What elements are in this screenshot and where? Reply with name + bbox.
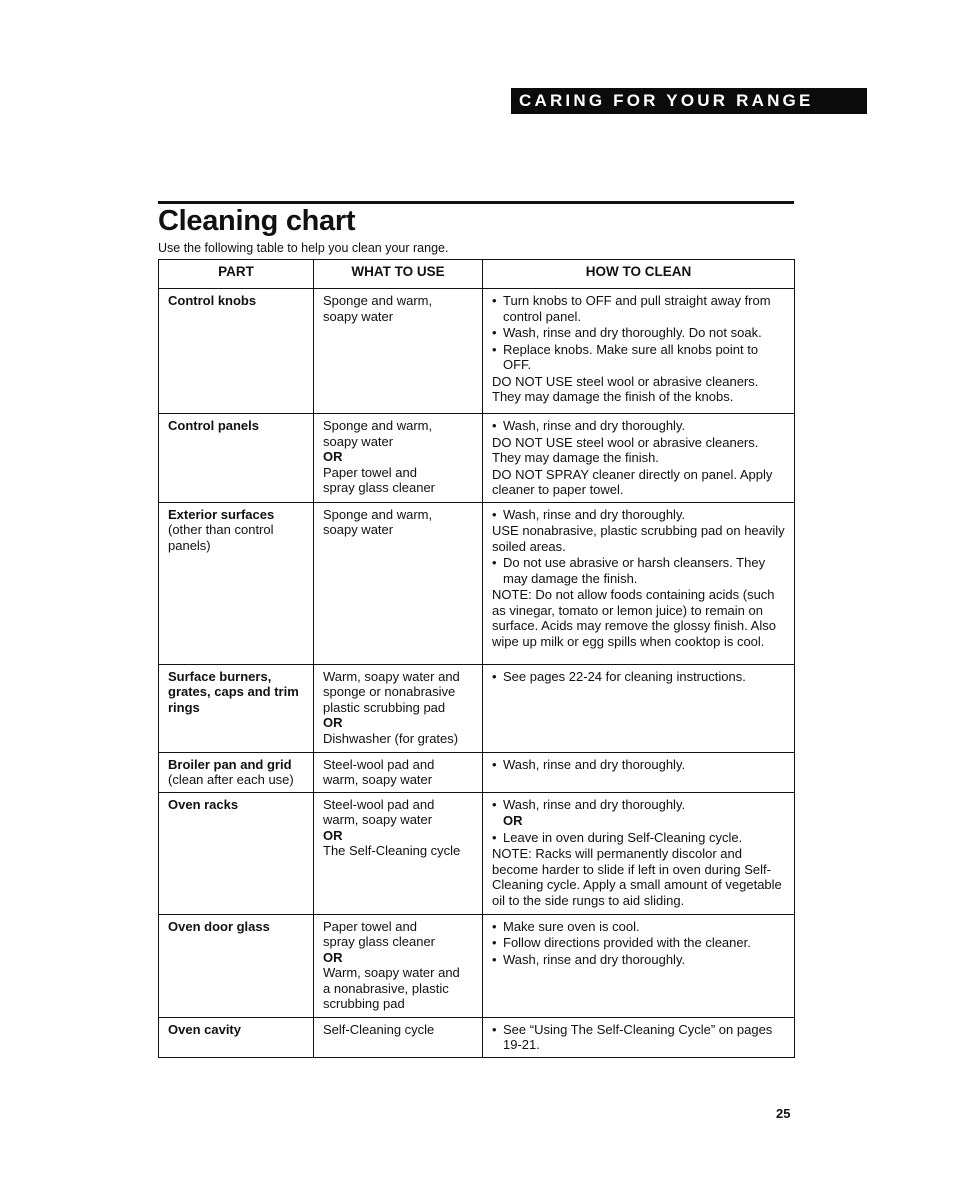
instruction-text: NOTE: Racks will permanently discolor and become harder to slide if left in oven during Self-Cleaning cycle. Apply a small amount of vegetable oil to the side rungs to aid sliding.: [492, 846, 782, 908]
bullet-instruction: • Wash, rinse and dry thoroughly.: [492, 418, 786, 434]
instruction-text: DO NOT USE steel wool or abrasive cleaners. They may damage the finish of the knobs.: [492, 373, 759, 404]
part-cell: [159, 289, 314, 414]
part-name: Control panels: [168, 418, 260, 433]
instruction-text: DO NOT USE steel wool or abrasive cleaners. They may damage the finish.: [492, 434, 759, 465]
what-to-use-line: Dishwasher (for grates): [323, 730, 459, 746]
instruction-text: USE nonabrasive, plastic scrubbing pad on heavily soiled areas.: [492, 523, 785, 554]
table-row: [159, 752, 795, 792]
bullet-instruction: • Leave in oven during Self-Cleaning cycle.: [492, 830, 786, 846]
what-to-use-line: Steel-wool pad and: [323, 756, 435, 772]
what-to-use-line: soapy water: [323, 522, 394, 537]
how-to-clean-cell: [483, 289, 795, 414]
what-to-use-cell: [314, 502, 483, 664]
what-to-use-line: Steel-wool pad and: [323, 796, 435, 812]
table-row: [159, 792, 795, 914]
part-name: Broiler pan and grid: [168, 756, 292, 772]
bullet-instruction: • Make sure oven is cool.: [492, 919, 786, 935]
header-part: PART: [159, 260, 314, 289]
what-to-use-line: scrubbing pad: [323, 996, 405, 1011]
what-to-use-line: Warm, soapy water and: [323, 668, 460, 684]
table-row: [159, 289, 795, 414]
what-to-use-line: Warm, soapy water and: [323, 965, 460, 980]
bullet-instruction: • Replace knobs. Make sure all knobs point to OFF.: [492, 342, 786, 373]
what-to-use-cell: [314, 792, 483, 914]
part-cell: [159, 914, 314, 1017]
what-to-use-cell: [314, 914, 483, 1017]
what-to-use-cell: [314, 289, 483, 414]
part-name: Oven door glass: [168, 918, 270, 934]
how-to-clean-cell: [483, 1017, 795, 1057]
header-how-to-clean: HOW TO CLEAN: [483, 260, 795, 289]
table-body: [159, 289, 795, 1058]
what-to-use-line: Paper towel and: [323, 464, 417, 480]
or-separator: OR: [503, 813, 523, 828]
what-to-use-line: Sponge and warm,: [323, 293, 433, 308]
part-cell: [159, 1017, 314, 1057]
table-row: [159, 414, 795, 503]
part-cell: [159, 792, 314, 914]
bullet-instruction: • See “Using The Self-Cleaning Cycle” on pages 19-21.: [492, 1022, 786, 1053]
what-to-use-line: Paper towel and: [323, 918, 417, 934]
how-to-clean-cell: [483, 914, 795, 1017]
what-to-use-cell: [314, 752, 483, 792]
what-to-use-cell: [314, 664, 483, 752]
what-to-use-line: a nonabrasive, plastic: [323, 980, 449, 996]
bullet-instruction: • Follow directions provided with the cleaner.: [492, 935, 786, 951]
how-to-clean-cell: [483, 502, 795, 664]
part-name: Control knobs: [168, 293, 257, 308]
how-to-clean-cell: [483, 664, 795, 752]
table-header-row: [159, 260, 795, 289]
cleaning-chart-table: [158, 259, 795, 1058]
or-separator: OR: [323, 827, 343, 843]
what-to-use-line: Self-Cleaning cycle: [323, 1021, 435, 1037]
how-to-clean-cell: [483, 414, 795, 503]
part-cell: [159, 414, 314, 503]
what-to-use-line: warm, soapy water: [323, 772, 433, 787]
what-to-use-line: soapy water: [323, 433, 394, 449]
table-row: [159, 1017, 795, 1057]
intro-text: Use the following table to help you clean your range.: [158, 241, 449, 255]
what-to-use-line: sponge or nonabrasive: [323, 684, 456, 699]
table-row: [159, 914, 795, 1017]
part-name: Oven cavity: [168, 1021, 241, 1037]
or-separator: OR: [323, 715, 343, 730]
bullet-instruction: • See pages 22-24 for cleaning instructions.: [492, 669, 786, 685]
bullet-instruction: • Do not use abrasive or harsh cleansers. They may damage the finish.: [492, 555, 786, 586]
instruction-text: DO NOT SPRAY cleaner directly on panel. Apply cleaner to paper towel.: [492, 466, 773, 497]
part-note: (clean after each use): [168, 772, 294, 787]
what-to-use-line: spray glass cleaner: [323, 934, 435, 949]
table-row: [159, 502, 795, 664]
what-to-use-line: Sponge and warm,: [323, 506, 433, 522]
what-to-use-cell: [314, 1017, 483, 1057]
bullet-instruction: • Wash, rinse and dry thoroughly.: [492, 797, 786, 813]
instruction-text: NOTE: Do not allow foods containing acids (such as vinegar, tomato or lemon juice) to remain on surface. Acids may remove the glossy finish. Also wipe up milk or egg spills when cooktop is cool.: [492, 587, 776, 649]
page-title: Cleaning chart: [158, 205, 356, 237]
or-separator: OR: [323, 949, 343, 965]
page-number: 25: [776, 1106, 791, 1121]
bullet-instruction: • Wash, rinse and dry thoroughly. Do not soak.: [492, 325, 786, 341]
part-cell: [159, 664, 314, 752]
what-to-use-cell: [314, 414, 483, 503]
bullet-instruction: • Wash, rinse and dry thoroughly.: [492, 952, 786, 968]
or-separator: OR: [323, 449, 343, 464]
part-name: Exterior surfaces: [168, 506, 275, 522]
part-name: Surface burners, grates, caps and trim rings: [168, 668, 299, 715]
bullet-instruction: • Wash, rinse and dry thoroughly.: [492, 507, 786, 523]
part-cell: [159, 502, 314, 664]
how-to-clean-cell: [483, 752, 795, 792]
what-to-use-line: spray glass cleaner: [323, 480, 435, 495]
what-to-use-line: soapy water: [323, 308, 394, 324]
part-note: (other than control panels): [168, 522, 274, 553]
what-to-use-line: warm, soapy water: [323, 812, 433, 827]
table-row: [159, 664, 795, 752]
part-cell: [159, 752, 314, 792]
part-name: Oven racks: [168, 796, 239, 812]
section-banner: CARING FOR YOUR RANGE: [511, 88, 867, 114]
how-to-clean-cell: [483, 792, 795, 914]
header-what-to-use: WHAT TO USE: [314, 260, 483, 289]
bullet-instruction: • Wash, rinse and dry thoroughly.: [492, 757, 786, 773]
what-to-use-line: Sponge and warm,: [323, 418, 433, 433]
bullet-instruction: • Turn knobs to OFF and pull straight away from control panel.: [492, 293, 786, 324]
what-to-use-line: plastic scrubbing pad: [323, 699, 446, 715]
what-to-use-line: The Self-Cleaning cycle: [323, 843, 461, 858]
